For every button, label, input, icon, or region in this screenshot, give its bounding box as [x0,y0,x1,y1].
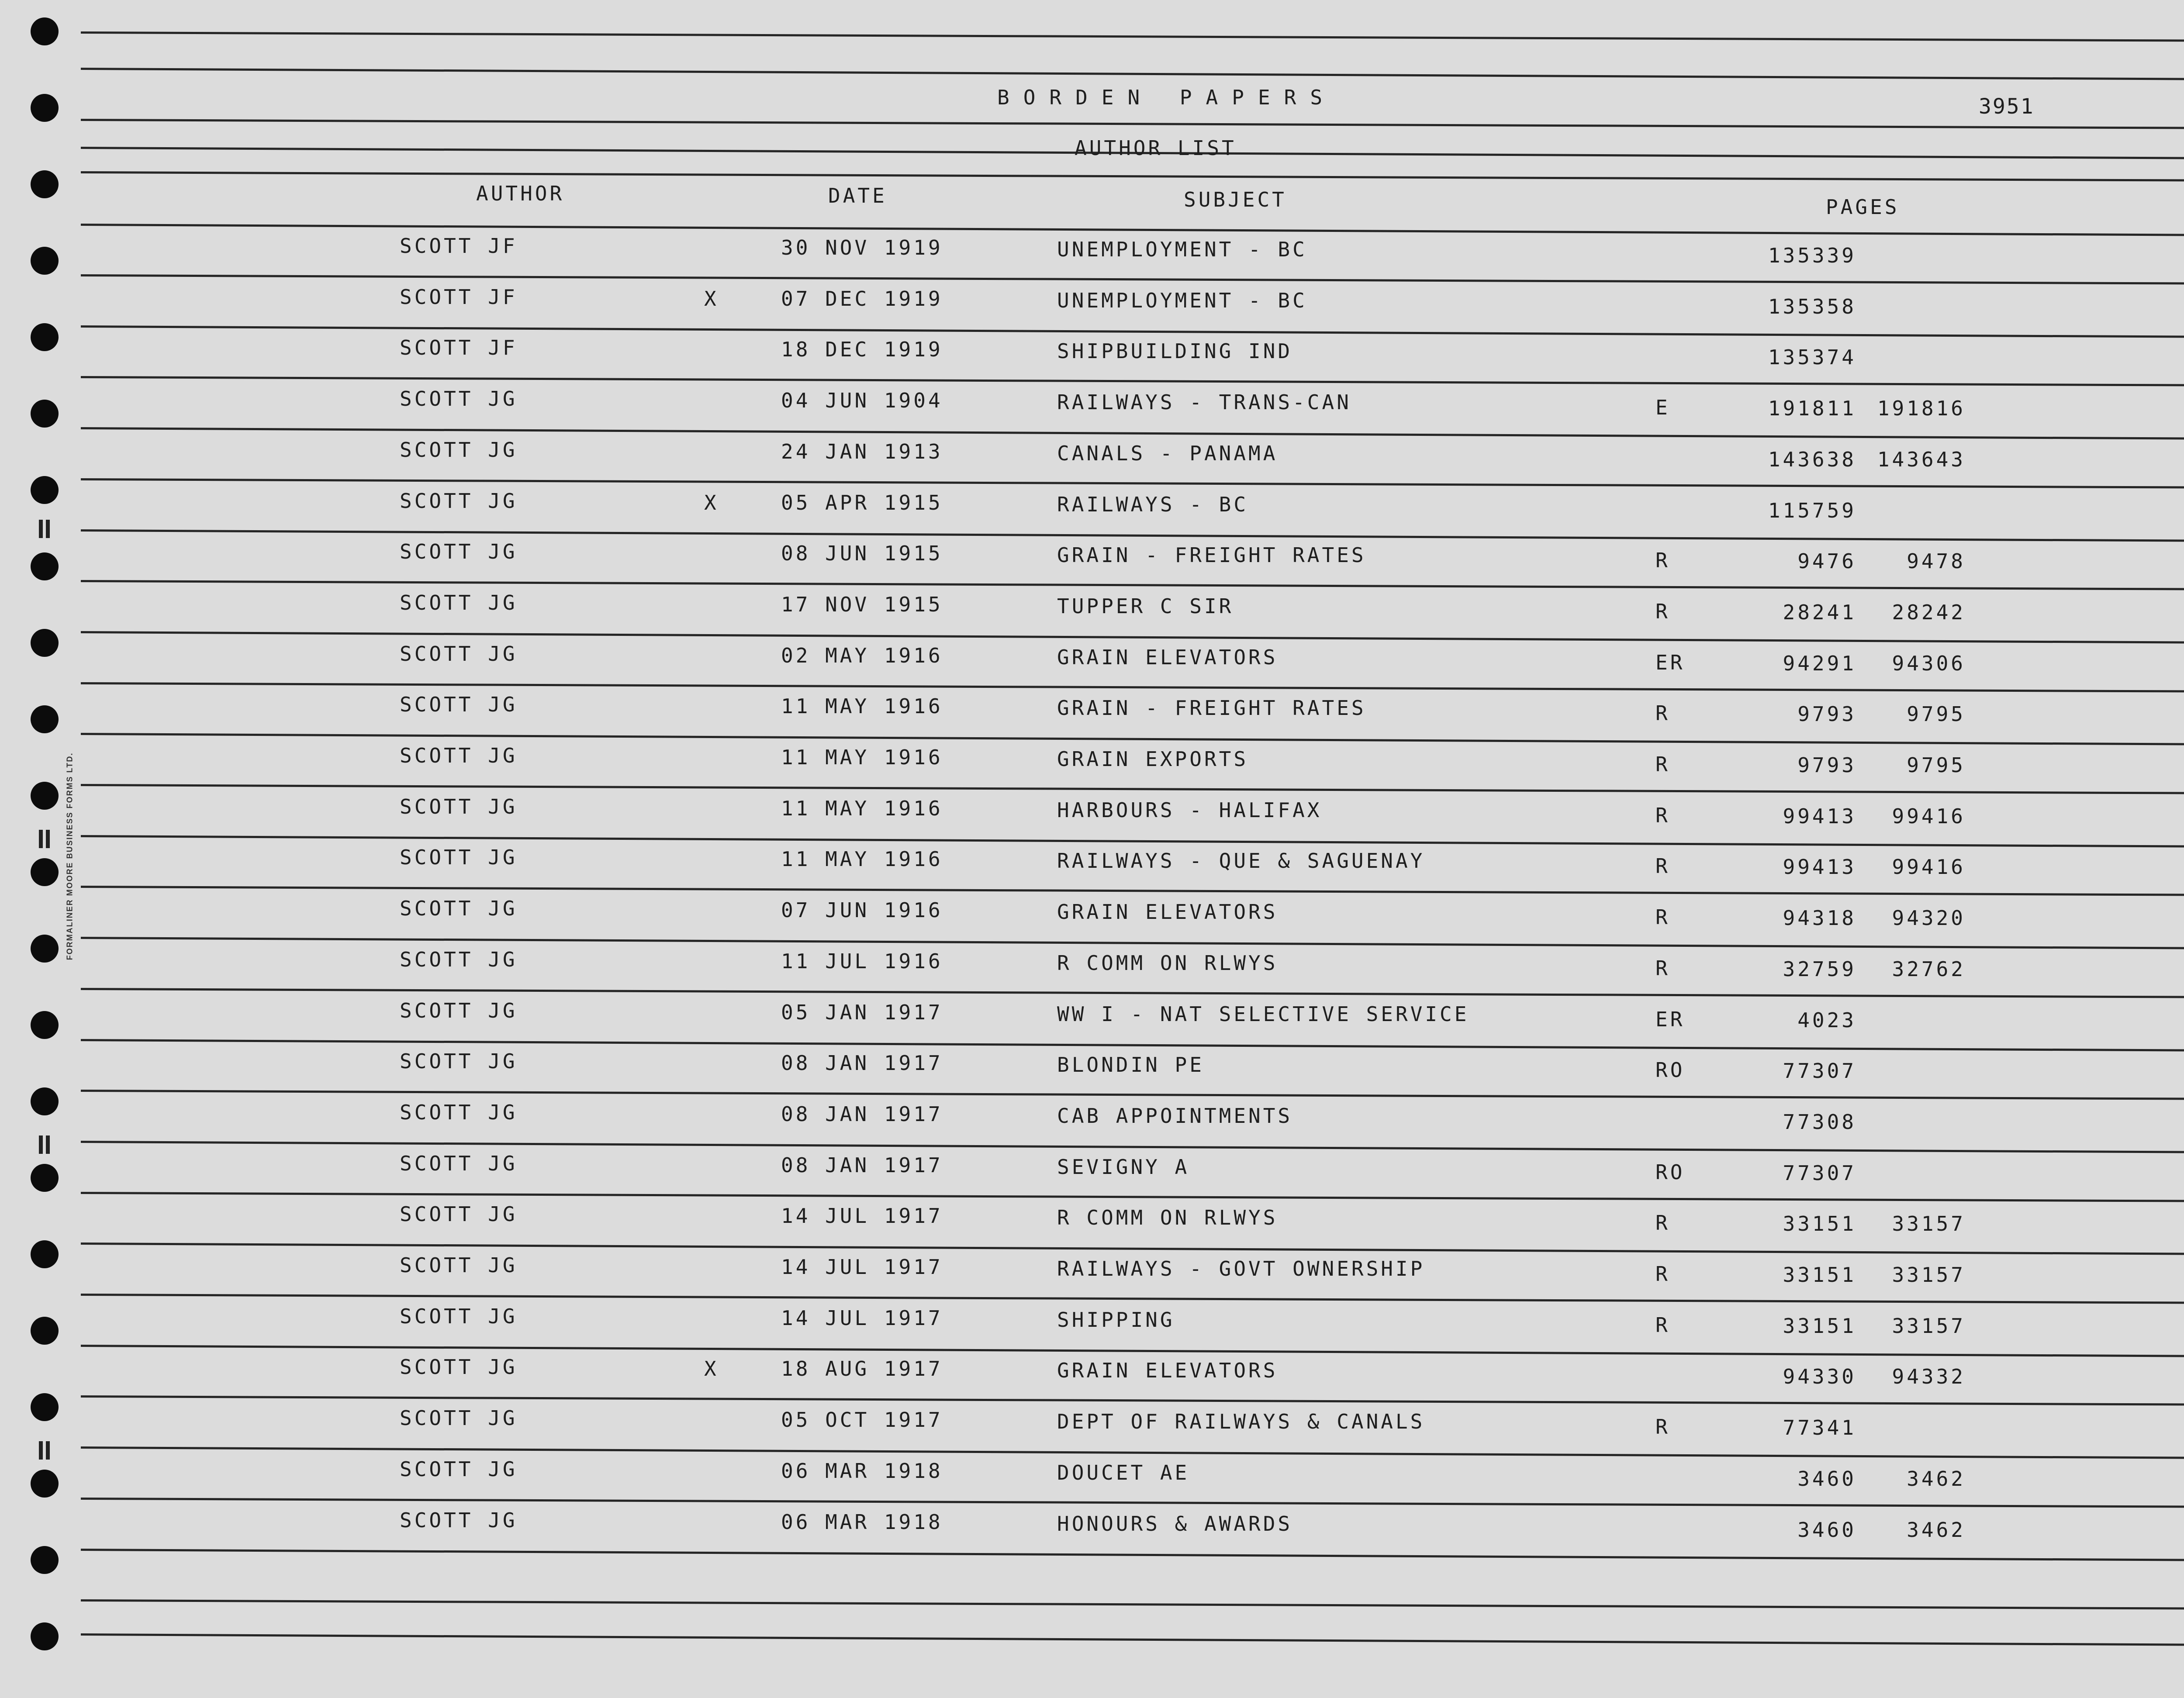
author-cell: SCOTT JG [400,1253,518,1277]
page-start-cell: 33151 [1783,1314,1856,1338]
author-cell: SCOTT JG [400,540,518,564]
page-start-cell: 77307 [1783,1161,1856,1185]
table-row [0,387,2184,421]
ruled-line [81,1090,2184,1100]
ruled-line [81,1039,2184,1052]
ruled-line [81,733,2184,745]
subject-cell: DOUCET AE [1057,1460,1190,1484]
author-cell: SCOTT JG [400,1355,518,1379]
author-cell: SCOTT JG [400,387,518,411]
page-end-cell: 33157 [1892,1212,1966,1236]
code-cell: R [1655,1415,1670,1439]
page-end-cell: 32762 [1892,957,1966,981]
subject-cell: GRAIN - FREIGHT RATES [1057,696,1366,720]
page-end-cell: 28242 [1892,600,1966,624]
page-start-cell: 9793 [1797,753,1856,777]
flag-cell: X [704,490,719,514]
date-cell: 04 JUN 1904 [781,389,943,413]
subject-cell: DEPT OF RAILWAYS & CANALS [1057,1410,1425,1434]
ruled-line [81,427,2184,440]
date-cell: 06 MAR 1918 [781,1459,943,1483]
author-cell: SCOTT JG [400,1508,518,1532]
ruled-line [81,1599,2184,1610]
ruled-line [81,171,2184,182]
code-cell: ER [1655,650,1685,674]
page-start-cell: 28241 [1783,600,1856,624]
page-start-cell: 99413 [1783,855,1856,879]
code-cell: ER [1655,1007,1685,1031]
subject-cell: GRAIN ELEVATORS [1057,1359,1278,1383]
report-title: BORDEN PAPERS [997,86,1337,109]
page-end-cell: 33157 [1892,1263,1966,1287]
page-end-cell: 94320 [1892,906,1966,930]
table-row [0,794,2184,828]
author-cell: SCOTT JG [400,744,518,767]
table-row [0,590,2184,624]
date-cell: 30 NOV 1919 [781,236,943,259]
date-cell: 05 JAN 1917 [781,1000,943,1024]
subject-cell: UNEMPLOYMENT - BC [1057,238,1307,261]
table-row [0,744,2184,777]
subject-cell: RAILWAYS - GOVT OWNERSHIP [1057,1257,1425,1280]
page-end-cell: 94332 [1892,1365,1966,1389]
feed-hole-icon [31,1546,59,1574]
author-cell: SCOTT JG [400,1202,518,1226]
code-cell: R [1655,905,1670,929]
table-row [0,1355,2184,1389]
subject-cell: BLONDIN PE [1057,1053,1204,1077]
date-cell: 11 MAY 1916 [781,694,943,718]
page-start-cell: 115759 [1768,498,1856,522]
table-row [0,1457,2184,1491]
perforation-mark-icon [38,1135,51,1154]
page-end-cell: 33157 [1892,1314,1966,1338]
page-start-cell: 4023 [1797,1008,1856,1032]
table-row [0,1049,2184,1083]
code-cell: R [1655,1262,1670,1286]
code-cell: R [1655,803,1670,827]
subject-cell: WW I - NAT SELECTIVE SERVICE [1057,1002,1469,1026]
column-header-author: AUTHOR [476,182,565,205]
table-row [0,1253,2184,1287]
author-cell: SCOTT JG [400,1406,518,1430]
ruled-line [81,631,2184,644]
author-cell: SCOTT JG [400,489,518,513]
page-end-cell: 9795 [1907,702,1966,726]
page-start-cell: 77307 [1783,1059,1856,1083]
table-row [0,540,2184,573]
flag-cell: X [704,286,719,311]
ruled-line [81,1633,2184,1646]
author-cell: SCOTT JG [400,590,518,614]
page-start-cell: 135374 [1768,345,1856,369]
ruled-line [81,1446,2184,1459]
table-row [0,1304,2184,1338]
code-cell: R [1655,752,1670,776]
ruled-line [81,580,2184,590]
date-cell: 17 NOV 1915 [781,592,943,616]
author-cell: SCOTT JG [400,794,518,818]
table-row [0,998,2184,1032]
author-cell: SCOTT JG [400,998,518,1022]
date-cell: 24 JAN 1913 [781,439,943,463]
ruled-line [81,1141,2184,1153]
page-end-cell: 9478 [1907,549,1966,573]
date-cell: 08 JUN 1915 [781,542,943,566]
page-end-cell: 191816 [1877,397,1966,421]
subject-cell: GRAIN ELEVATORS [1057,900,1278,924]
ruled-line [81,325,2184,338]
date-cell: 11 JUL 1916 [781,949,943,973]
code-cell: R [1655,549,1670,573]
ruled-line [81,1242,2184,1255]
table-row [0,438,2184,471]
feed-hole-icon [31,170,59,198]
ruled-line [81,835,2184,848]
table-row [0,693,2184,726]
table-row [0,947,2184,981]
ruled-line [81,478,2184,489]
ruled-line [81,937,2184,949]
page-start-cell: 135339 [1768,244,1856,267]
date-cell: 14 JUL 1917 [781,1255,943,1279]
subject-cell: UNEMPLOYMENT - BC [1057,288,1307,312]
page-start-cell: 9476 [1797,549,1856,573]
page-start-cell: 9793 [1797,702,1856,726]
ruled-line [81,682,2184,693]
page-start-cell: 135358 [1768,294,1856,318]
date-cell: 02 MAY 1916 [781,643,943,667]
report-subtitle: AUTHOR LIST [1075,136,1237,160]
date-cell: 08 JAN 1917 [781,1051,943,1075]
table-row [0,1508,2184,1542]
ruled-line [81,1395,2184,1406]
date-cell: 11 MAY 1916 [781,745,943,769]
perforation-mark-icon [38,520,51,538]
code-cell: E [1655,396,1670,420]
date-cell: 14 JUL 1917 [781,1306,943,1330]
code-cell: R [1655,956,1670,980]
page-end-cell: 99416 [1892,804,1966,828]
ruled-line [81,119,2184,129]
page-start-cell: 33151 [1783,1212,1856,1236]
ruled-line [81,1345,2184,1357]
page-end-cell: 143643 [1877,447,1966,471]
author-cell: SCOTT JG [400,438,518,462]
subject-cell: HARBOURS - HALIFAX [1057,798,1322,822]
date-cell: 07 DEC 1919 [781,286,943,311]
page-start-cell: 77341 [1783,1416,1856,1440]
table-row [0,1100,2184,1134]
page-end-cell: 9795 [1907,753,1966,777]
page-start-cell: 94330 [1783,1365,1856,1389]
code-cell: R [1655,599,1670,623]
subject-cell: RAILWAYS - BC [1057,492,1249,516]
column-header-date: DATE [828,184,887,207]
date-cell: 08 JAN 1917 [781,1153,943,1177]
author-cell: SCOTT JG [400,693,518,717]
table-row [0,234,2184,267]
page-number: 3951 [1979,94,2035,119]
feed-hole-icon [31,17,59,45]
subject-cell: R COMM ON RLWYS [1057,1206,1278,1230]
date-cell: 11 MAY 1916 [781,847,943,871]
page-start-cell: 3460 [1797,1518,1856,1542]
feed-hole-icon [31,94,59,122]
perforation-mark-icon [38,1441,51,1460]
date-cell: 11 MAY 1916 [781,796,943,820]
subject-cell: GRAIN - FREIGHT RATES [1057,543,1366,567]
ruled-line [81,1294,2184,1304]
table-row [0,1406,2184,1440]
column-header-pages: PAGES [1826,195,1900,219]
ruled-line [81,274,2184,285]
page-start-cell: 191811 [1768,397,1856,421]
code-cell: R [1655,701,1670,725]
subject-cell: RAILWAYS - QUE & SAGUENAY [1057,849,1425,873]
author-cell: SCOTT JG [400,1100,518,1124]
author-cell: SCOTT JG [400,642,518,666]
date-cell: 06 MAR 1918 [781,1510,943,1534]
subject-cell: SHIPBUILDING IND [1057,339,1293,363]
subject-cell: GRAIN ELEVATORS [1057,645,1278,669]
page-start-cell: 33151 [1783,1263,1856,1287]
table-row [0,1151,2184,1185]
code-cell: R [1655,854,1670,878]
author-cell: SCOTT JG [400,1151,518,1175]
subject-cell: CANALS - PANAMA [1057,441,1278,465]
table-row [0,489,2184,522]
author-cell: SCOTT JG [400,947,518,971]
code-cell: R [1655,1211,1670,1235]
subject-cell: SHIPPING [1057,1308,1175,1332]
table-row [0,642,2184,675]
date-cell: 18 DEC 1919 [781,338,943,362]
code-cell: RO [1655,1160,1685,1184]
ruled-line [81,1192,2184,1202]
page-start-cell: 143638 [1768,447,1856,471]
ruled-line [81,886,2184,896]
flag-cell: X [704,1357,719,1381]
form-maker-imprint: FORMALINER MOORE BUSINESS FORMS LTD. [65,752,74,960]
date-cell: 14 JUL 1917 [781,1204,943,1228]
table-row [0,285,2184,318]
page-start-cell: 94291 [1783,651,1856,675]
table-row [0,1202,2184,1236]
author-cell: SCOTT JF [400,336,518,360]
page-start-cell: 32759 [1783,957,1856,981]
page-end-cell: 3462 [1907,1518,1966,1542]
table-row [0,336,2184,369]
subject-cell: HONOURS & AWARDS [1057,1512,1293,1536]
subject-cell: R COMM ON RLWYS [1057,951,1278,975]
ruled-line [81,784,2184,794]
page-start-cell: 3460 [1797,1467,1856,1491]
author-cell: SCOTT JF [400,285,518,309]
date-cell: 08 JAN 1917 [781,1102,943,1126]
page-start-cell: 77308 [1783,1110,1856,1134]
ruled-line [81,31,2184,42]
date-cell: 05 APR 1915 [781,490,943,514]
ruled-line [81,376,2184,387]
author-cell: SCOTT JG [400,1049,518,1073]
subject-cell: CAB APPOINTMENTS [1057,1104,1293,1128]
page-end-cell: 94306 [1892,651,1966,675]
date-cell: 07 JUN 1916 [781,898,943,922]
ruled-line [81,1498,2184,1508]
subject-cell: TUPPER C SIR [1057,594,1234,618]
author-cell: SCOTT JG [400,1304,518,1328]
subject-cell: RAILWAYS - TRANS-CAN [1057,390,1351,414]
ruled-line [81,529,2184,542]
ruled-line [81,1549,2184,1561]
date-cell: 18 AUG 1917 [781,1357,943,1381]
author-cell: SCOTT JF [400,234,518,258]
column-header-subject: SUBJECT [1184,188,1287,211]
page-end-cell: 3462 [1907,1467,1966,1491]
author-cell: SCOTT JG [400,897,518,921]
perforation-mark-icon [38,830,51,848]
code-cell: R [1655,1313,1670,1337]
page-start-cell: 99413 [1783,804,1856,828]
date-cell: 05 OCT 1917 [781,1408,943,1432]
subject-cell: GRAIN EXPORTS [1057,747,1249,771]
subject-cell: SEVIGNY A [1057,1155,1190,1179]
ruled-line [81,224,2184,236]
feed-hole-icon [31,1622,59,1650]
page-end-cell: 99416 [1892,855,1966,879]
page-start-cell: 94318 [1783,906,1856,930]
table-row [0,897,2184,930]
table-row [0,846,2184,879]
author-cell: SCOTT JG [400,1457,518,1481]
ruled-line [81,988,2184,998]
ruled-line [81,68,2184,80]
author-cell: SCOTT JG [400,846,518,870]
code-cell: RO [1655,1058,1685,1082]
